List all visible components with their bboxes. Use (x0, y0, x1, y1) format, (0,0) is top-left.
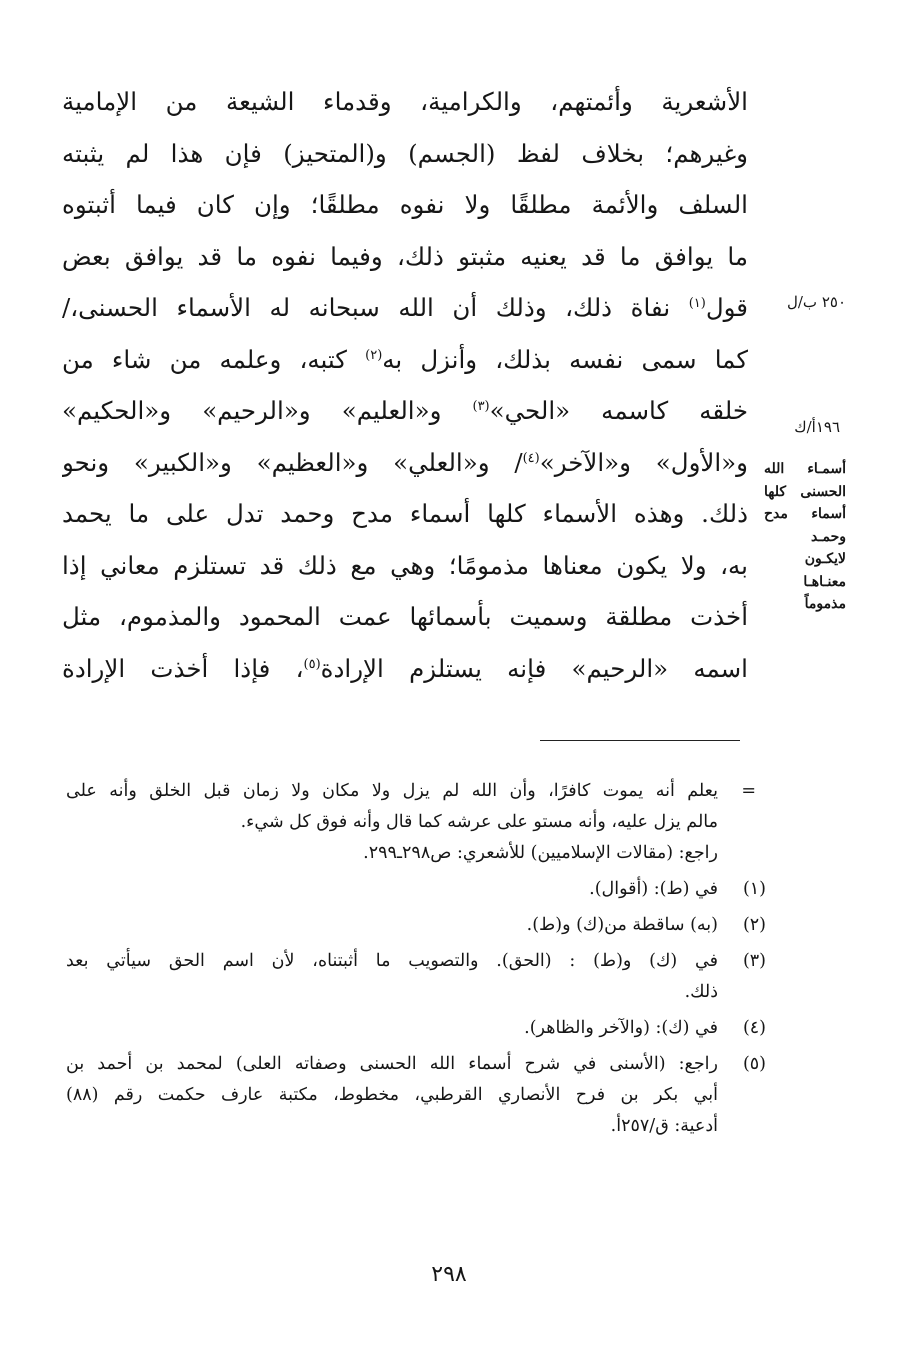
main-text (62, 76, 748, 694)
footnote-line: في (ط): (أقوال). (589, 879, 718, 899)
text-line (62, 385, 748, 437)
footnote-line: ذلك. (684, 982, 718, 1002)
footnote-number: (٥) (742, 1054, 766, 1074)
text-run: / و«العلي» و«العظيم» و«الكبير» ونحو (62, 447, 523, 477)
text-line (62, 334, 748, 386)
footnote-line: أدعية: ق/٢٥٧أ. (610, 1116, 718, 1136)
text-run: كتبه، وعلمه من شاء من (62, 344, 366, 374)
footnotes (66, 776, 766, 1142)
footnote-line: راجع: (الأسنى في شرح أسماء الله الحسنى وصفاته العلى) لمحمد بن أحمد بن (66, 1054, 718, 1074)
footnote-ref-4[interactable]: (٤) (522, 450, 540, 466)
footnote-2 (66, 910, 766, 941)
footnote-ref-2[interactable]: (٢) (365, 347, 383, 363)
text-line: وغيرهم؛ بخلاف لفظ (الجسم) و(المتحيز) فإن هذا لم يثبته (62, 138, 748, 168)
text-line: ذلك. وهذه الأسماء كلها أسماء مدح وحمد تدل على ما يحمد (62, 499, 748, 528)
text-run: خلقه كاسمه «الحي» (489, 396, 748, 425)
text-run: قول (705, 293, 748, 322)
side-note-line: أسمـاء الله (764, 461, 846, 477)
side-note-line: لايكـون (804, 551, 846, 567)
side-note-line: معنـاهـا (803, 573, 846, 590)
text-run: و«العليم» و«الرحيم» و«الحكيم» (62, 396, 473, 425)
text-line: ما يوافق ما قد يعنيه مثبتو ذلك، وفيما نفوه ما قد يوافق بعض (62, 241, 748, 271)
continuation-marker: = (741, 781, 756, 801)
footnote-line: مالم يزل عليه، وأنه مستو على عرشه كما قال وأنه فوق كل شيء. (240, 812, 718, 832)
footnote-1 (66, 874, 766, 905)
side-note-line: الحسنى كلها (764, 483, 846, 500)
footnote-4 (66, 1013, 766, 1044)
manuscript-ref-l: ٢٥٠ ب/ل (786, 293, 846, 311)
footnote-line: في (ك) و(ط) : (الحق). والتصويب ما أثبتناه، لأن اسم الحق سيأتي بعد (66, 951, 718, 971)
footnote-number: (١) (742, 879, 766, 899)
text-line: أخذت مطلقة وسميت بأسمائها عمت المحمود والمذموم، مثل (62, 602, 748, 631)
text-run: و«الأول» و«الآخر» (539, 447, 748, 477)
footnote-ref-1[interactable]: (١) (688, 295, 706, 311)
text-line (62, 643, 748, 695)
text-line (62, 437, 748, 489)
footnote-line: راجع: (مقالات الإسلاميين) للأشعري: ص٢٩٨ـ٢٩٩. (363, 843, 718, 863)
text-run: اسمه «الرحيم» فإنه يستلزم الإرادة (320, 653, 748, 683)
footnote-line: في (ك): (والآخر والظاهر). (524, 1018, 718, 1038)
text-line: به، ولا يكون معناها مذمومًا؛ وهي مع ذلك قد تستلزم معاني إذا (62, 550, 748, 580)
footnote-number: (٢) (742, 915, 766, 935)
footnote-line: أبي بكر بن فرح الأنصاري القرطبي، مخطوط، مكتبة عارف حكمت رقم (٨٨) (66, 1085, 718, 1105)
footnote-3 (66, 946, 766, 1008)
footnote-ref-5[interactable]: (٥) (303, 656, 321, 672)
footnote-number: (٣) (742, 951, 766, 971)
side-note (764, 458, 846, 616)
side-note-line: وحمـد (811, 528, 846, 545)
side-note-line: مذموماً (804, 596, 846, 612)
manuscript-ref-k: ١٩٦أ/ك (794, 418, 840, 436)
text-line: الأشعرية وأئمتهم، والكرامية، وقدماء الشيعة من الإمامية (62, 87, 748, 116)
footnote-continuation (66, 776, 766, 869)
text-line: السلف والأئمة مطلقًا ولا نفوه مطلقًا؛ وإن كان فيما أثبتوه (62, 190, 748, 219)
footnote-line: (به) ساقطة من(ك) و(ط). (526, 915, 718, 935)
text-run: كما سمى نفسه بذلك، وأنزل به (382, 344, 748, 374)
footnote-separator (540, 740, 740, 741)
side-note-line: أسماء مدح (764, 506, 846, 522)
text-run: ، فإذا أخذت الإرادة (62, 653, 304, 683)
text-run: نفاة ذلك، وذلك أن الله سبحانه له الأسماء الحسنى،/ (62, 293, 689, 322)
footnote-5 (66, 1049, 766, 1142)
page-number: ٢٩٨ (431, 1262, 467, 1287)
text-line (62, 282, 748, 334)
footnote-number: (٤) (742, 1018, 766, 1038)
footnote-ref-3[interactable]: (٣) (472, 398, 490, 414)
footnote-line: يعلم أنه يموت كافرًا، وأن الله لم يزل ولا مكان ولا زمان قبل الخلق وأنه على (66, 781, 718, 801)
